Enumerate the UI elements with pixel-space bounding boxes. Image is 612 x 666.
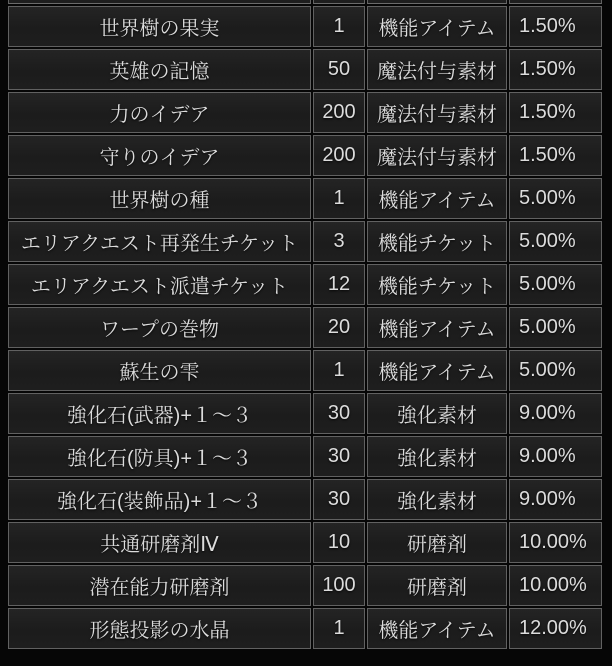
quantity-cell: 10 [313,522,365,563]
item-name-cell: 形態投影の水晶 [8,608,311,649]
category-cell: 機能チケット [367,221,507,262]
drop-rate-table [6,0,604,651]
item-name-cell: エリアクエスト派遣チケット [8,264,311,305]
table-row [8,135,602,176]
category-cell: 強化素材 [367,436,507,477]
category-cell: 機能チケット [367,264,507,305]
item-name-cell: 強化石(防具)+１～３ [8,436,311,477]
table-row [8,522,602,563]
category-cell: 研磨剤 [367,565,507,606]
item-name-cell: エリアクエスト再発生チケット [8,221,311,262]
drop-rate-cell: 12.00% [509,608,602,649]
quantity-cell [313,0,365,4]
quantity-cell: 200 [313,135,365,176]
item-name-cell: 強化石(武器)+１～３ [8,393,311,434]
drop-rate-cell: 9.00% [509,479,602,520]
table-row [8,178,602,219]
table-row [8,608,602,649]
quantity-cell: 50 [313,49,365,90]
table-row [8,92,602,133]
category-cell: 魔法付与素材 [367,92,507,133]
category-cell: 魔法付与素材 [367,49,507,90]
item-name-cell: 共通研磨剤Ⅳ [8,522,311,563]
item-name-cell: 英雄の記憶 [8,49,311,90]
category-cell: 強化素材 [367,479,507,520]
item-name-cell: 守りのイデア [8,135,311,176]
drop-rate-cell: 9.00% [509,393,602,434]
quantity-cell: 20 [313,307,365,348]
category-cell [367,0,507,4]
table-row-partial [8,0,602,4]
category-cell: 魔法付与素材 [367,135,507,176]
drop-rate-cell [509,0,602,4]
drop-rate-cell: 10.00% [509,522,602,563]
drop-rate-cell: 1.50% [509,6,602,47]
category-cell: 機能アイテム [367,6,507,47]
table-row [8,393,602,434]
drop-rate-cell: 5.00% [509,350,602,391]
item-name-cell: 蘇生の雫 [8,350,311,391]
category-cell: 研磨剤 [367,522,507,563]
item-name-cell: 世界樹の種 [8,178,311,219]
drop-rate-cell: 5.00% [509,221,602,262]
drop-rate-cell: 5.00% [509,178,602,219]
quantity-cell: 1 [313,350,365,391]
item-name-cell: 世界樹の果実 [8,6,311,47]
table-row [8,221,602,262]
drop-rate-cell: 5.00% [509,264,602,305]
quantity-cell: 100 [313,565,365,606]
quantity-cell: 1 [313,608,365,649]
quantity-cell: 30 [313,436,365,477]
quantity-cell: 3 [313,221,365,262]
category-cell: 機能アイテム [367,307,507,348]
category-cell: 機能アイテム [367,178,507,219]
table-row [8,264,602,305]
drop-rate-cell: 1.50% [509,92,602,133]
item-name-cell [8,0,311,4]
table-row [8,436,602,477]
item-name-cell: 力のイデア [8,92,311,133]
item-name-cell: ワープの巻物 [8,307,311,348]
drop-rate-cell: 1.50% [509,49,602,90]
item-name-cell: 強化石(装飾品)+１～３ [8,479,311,520]
drop-rate-cell: 10.00% [509,565,602,606]
table-row [8,6,602,47]
quantity-cell: 1 [313,178,365,219]
drop-rate-cell: 1.50% [509,135,602,176]
quantity-cell: 12 [313,264,365,305]
category-cell: 強化素材 [367,393,507,434]
table-row [8,49,602,90]
quantity-cell: 30 [313,393,365,434]
category-cell: 機能アイテム [367,608,507,649]
drop-rate-cell: 9.00% [509,436,602,477]
table-row [8,307,602,348]
quantity-cell: 30 [313,479,365,520]
table-row [8,350,602,391]
quantity-cell: 1 [313,6,365,47]
item-name-cell: 潜在能力研磨剤 [8,565,311,606]
table-row [8,479,602,520]
category-cell: 機能アイテム [367,350,507,391]
quantity-cell: 200 [313,92,365,133]
table-row [8,565,602,606]
drop-rate-cell: 5.00% [509,307,602,348]
